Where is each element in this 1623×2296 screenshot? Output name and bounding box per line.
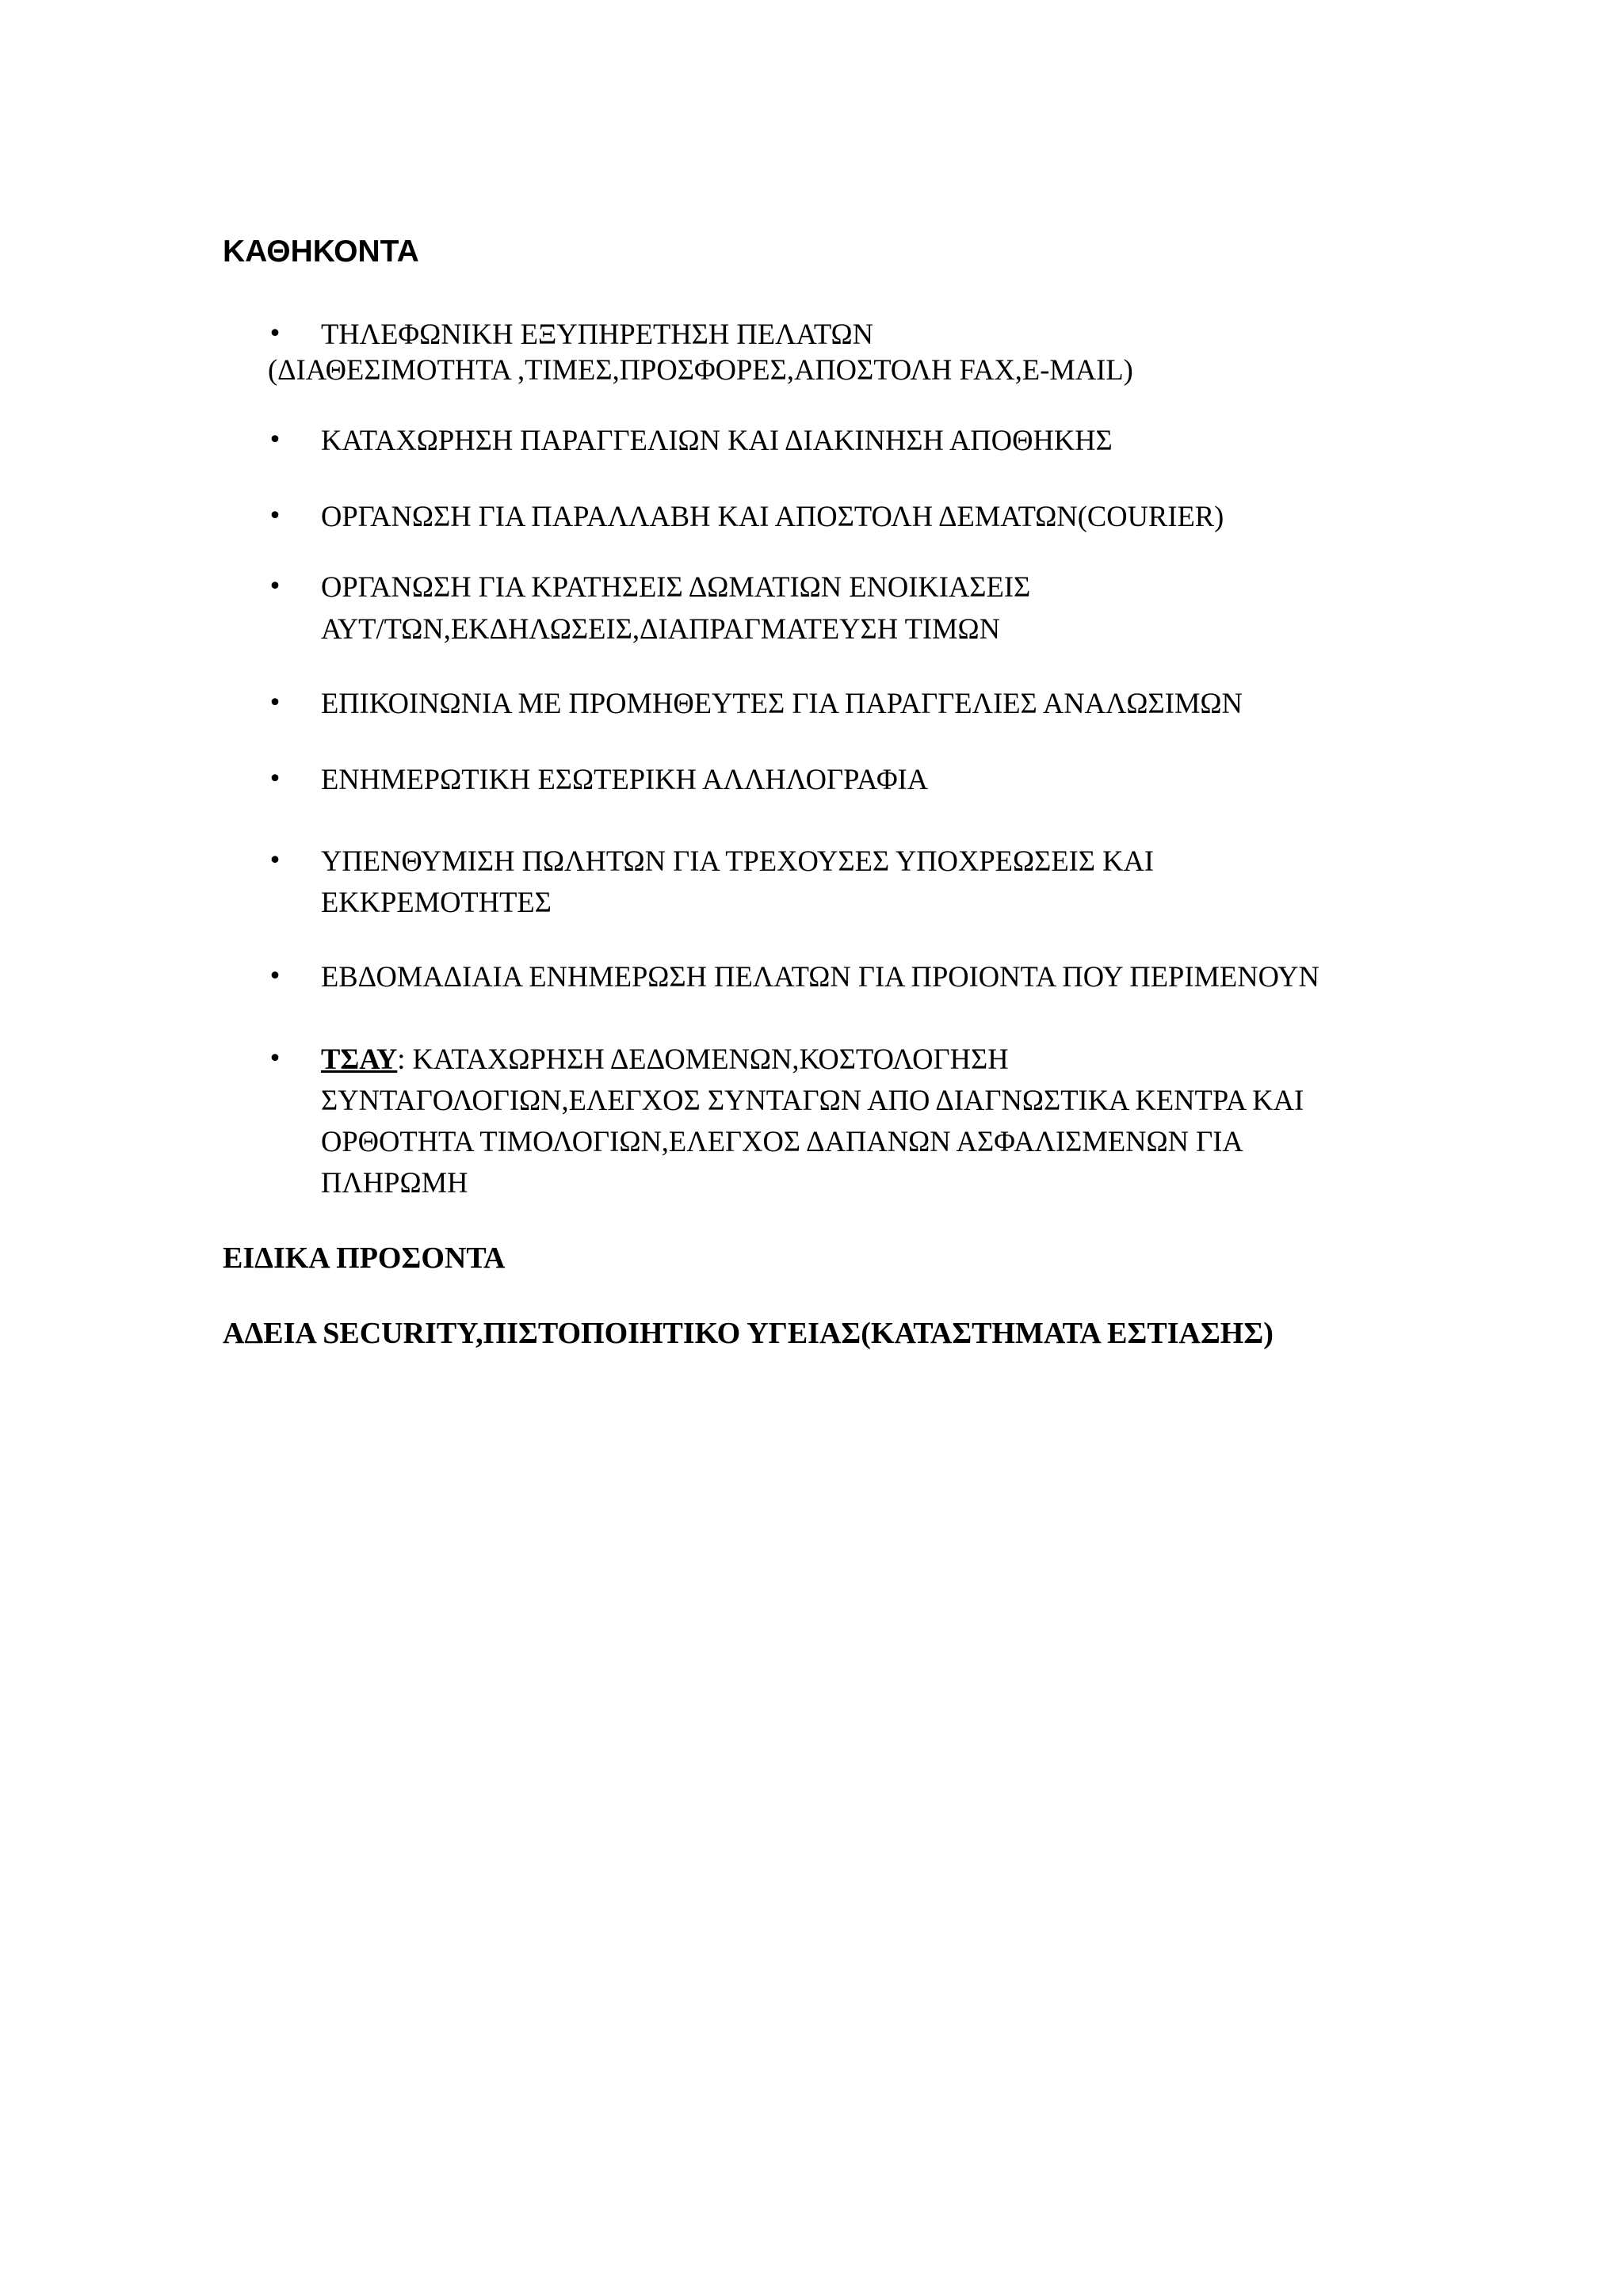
bullet-icon: •: [268, 502, 282, 530]
list-item-text: ΑΥΤ/ΤΩΝ,ΕΚΔΗΛΩΣΕΙΣ,ΔΙΑΠΡΑΓΜΑΤΕΥΣΗ ΤΙΜΩΝ: [321, 612, 1001, 645]
list-item-text: ΟΡΘΟΤΗΤΑ ΤΙΜΟΛΟΓΙΩΝ,ΕΛΕΓΧΟΣ ΔΑΠΑΝΩΝ ΑΣΦΑΛΙΣΜΕΝΩΝ ΓΙΑ: [321, 1125, 1243, 1158]
list-item-text: ΠΛΗΡΩΜΗ: [321, 1166, 468, 1199]
list-item-text: ΥΠΕΝΘΥΜΙΣΗ ΠΩΛΗΤΩΝ ΓΙΑ ΤΡΕΧΟΥΣΕΣ ΥΠΟΧΡΕΩΣΕΙΣ ΚΑΙ: [321, 845, 1155, 877]
bullet-icon: •: [268, 426, 282, 454]
bullet-icon: •: [268, 689, 282, 717]
list-item-text: ΟΡΓΑΝΩΣΗ ΓΙΑ ΠΑΡΑΛΛΑΒΗ ΚΑΙ ΑΠΟΣΤΟΛΗ ΔΕΜΑΤΩΝ(COURIER): [321, 500, 1224, 532]
bullet-icon: •: [268, 963, 282, 990]
list-item-text: ΣΥΝΤΑΓΟΛΟΓΙΩΝ,ΕΛΕΓΧΟΣ ΣΥΝΤΑΓΩΝ ΑΠΟ ΔΙΑΓΝΩΣΤΙΚΑ ΚΕΝΤΡΑ ΚΑΙ: [321, 1084, 1304, 1116]
tsay-description: : ΚΑΤΑΧΩΡΗΣΗ ΔΕΔΟΜΕΝΩΝ,ΚΟΣΤΟΛΟΓΗΣΗ: [397, 1043, 1009, 1075]
list-item-text: (ΔΙΑΘΕΣΙΜΟΤΗΤΑ ,ΤΙΜΕΣ,ΠΡΟΣΦΟΡΕΣ,ΑΠΟΣΤΟΛΗ FAX,E-MAIL): [268, 353, 1133, 386]
special-qualifications-heading: ΕΙΔΙΚΑ ΠΡΟΣΟΝΤΑ: [223, 1241, 506, 1275]
list-item-text: ΕΚΚΡΕΜΟΤΗΤΕΣ: [321, 886, 552, 918]
bullet-icon: •: [268, 320, 282, 348]
bullet-icon: •: [268, 847, 282, 875]
list-item-text: [321, 1039, 1009, 1080]
bullet-icon: •: [268, 1045, 282, 1073]
list-item-text: ΚΑΤΑΧΩΡΗΣΗ ΠΑΡΑΓΓΕΛΙΩΝ ΚΑΙ ΔΙΑΚΙΝΗΣΗ ΑΠΟΘΗΚΗΣ: [321, 424, 1113, 456]
special-qualifications-text: ΑΔΕΙΑ SECURITY,ΠΙΣΤΟΠΟΙΗΤΙΚΟ ΥΓΕΙΑΣ(ΚΑΤΑΣΤΗΜΑΤΑ ΕΣΤΙΑΣΗΣ): [223, 1317, 1274, 1350]
list-item-text: ΕΒΔΟΜΑΔΙΑΙΑ ΕΝΗΜΕΡΩΣΗ ΠΕΛΑΤΩΝ ΓΙΑ ΠΡΟΙΟΝΤΑ ΠΟΥ ΠΕΡΙΜΕΝΟΥΝ: [321, 960, 1319, 993]
duties-heading: ΚΑΘΗΚΟΝΤΑ: [223, 235, 419, 269]
list-item-text: ΤΗΛΕΦΩΝΙΚΗ ΕΞΥΠΗΡΕΤΗΣΗ ΠΕΛΑΤΩΝ: [321, 318, 873, 350]
list-item-text: ΟΡΓΑΝΩΣΗ ΓΙΑ ΚΡΑΤΗΣΕΙΣ ΔΩΜΑΤΙΩΝ ΕΝΟΙΚΙΑΣΕΙΣ: [321, 570, 1031, 603]
list-item-text: ΕΝΗΜΕΡΩΤΙΚΗ ΕΣΩΤΕΡΙΚΗ ΑΛΛΗΛΟΓΡΑΦΙΑ: [321, 763, 929, 795]
tsay-label: ΤΣΑΥ: [321, 1043, 398, 1075]
bullet-icon: •: [268, 573, 282, 601]
list-item-text: ΕΠΙΚΟΙΝΩΝΙΑ ΜΕ ΠΡΟΜΗΘΕΥΤΕΣ ΓΙΑ ΠΑΡΑΓΓΕΛΙΕΣ ΑΝΑΛΩΣΙΜΩΝ: [321, 687, 1243, 719]
bullet-icon: •: [268, 765, 282, 793]
